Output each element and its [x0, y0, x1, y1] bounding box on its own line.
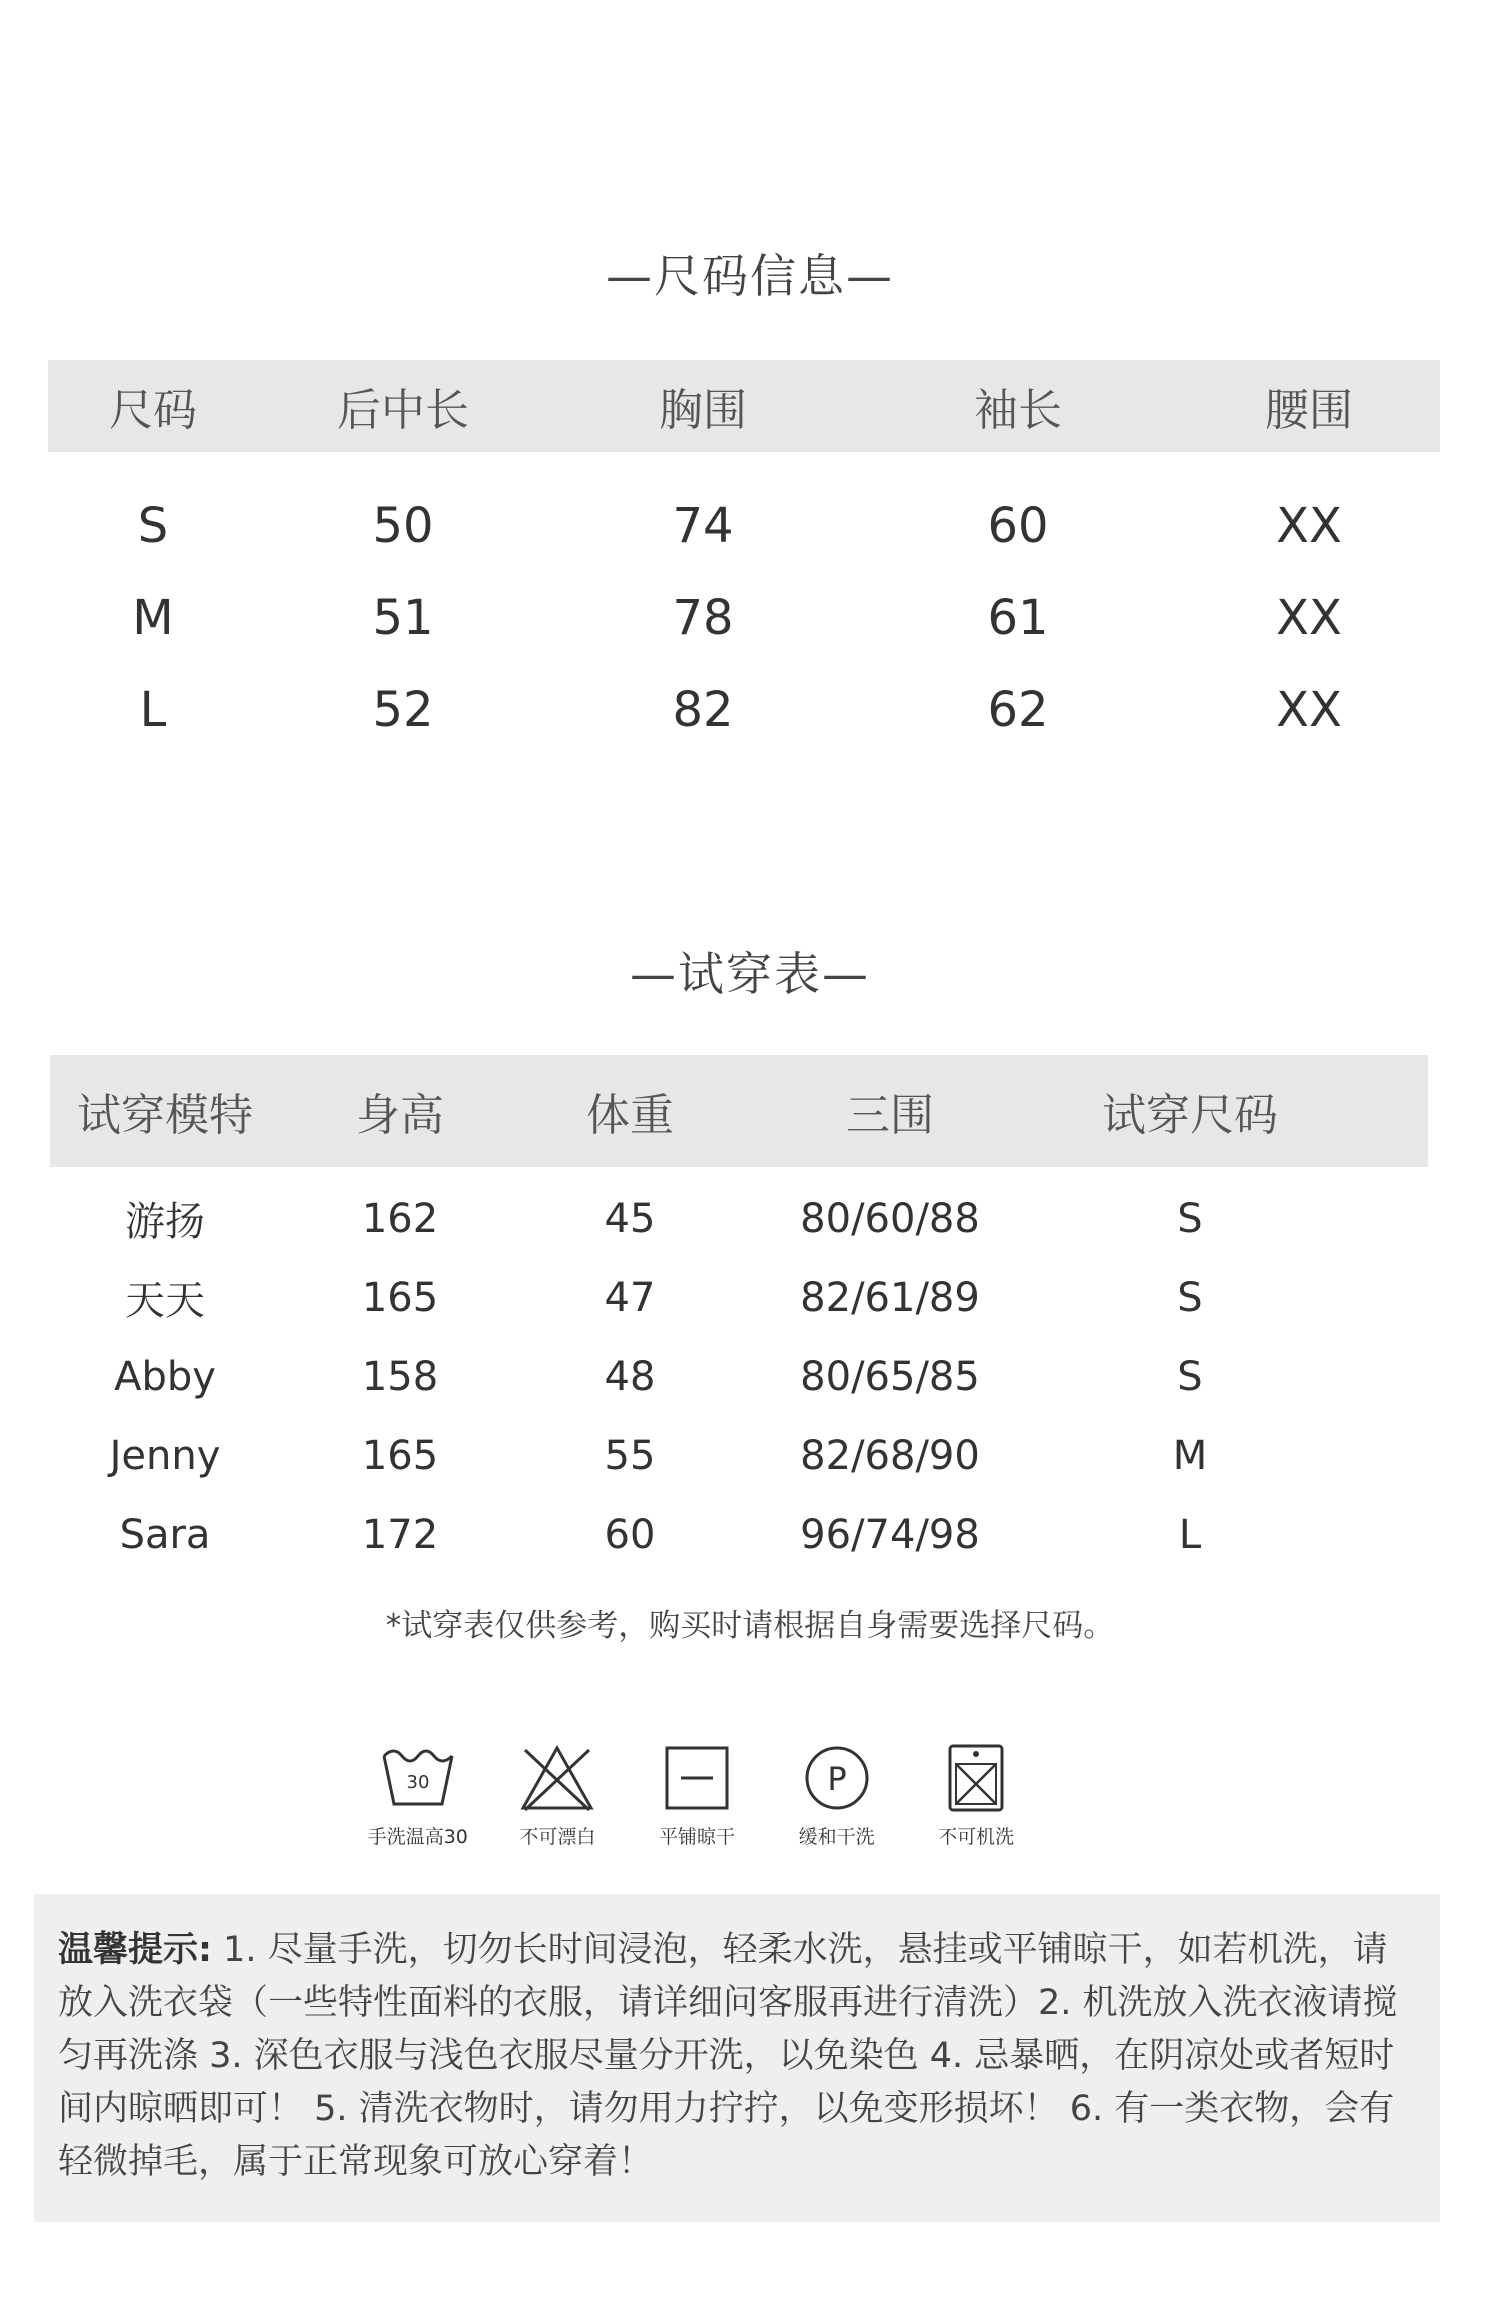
tried-size-cell: M	[1172, 1432, 1208, 1479]
height-cell: 172	[361, 1511, 439, 1558]
measurements-cell: 80/65/85	[800, 1353, 980, 1400]
size-table-header	[48, 360, 1440, 452]
waist-cell: XX	[1276, 590, 1342, 646]
header-waist: 腰围	[1265, 385, 1353, 436]
care-label: 手洗温高30	[367, 1826, 468, 1848]
tips-text: 1. 尽量手洗，切勿长时间浸泡，轻柔水洗，悬挂或平铺晾干，如若机洗，请放入洗衣袋（一些特性面料的衣服，请详细问客服再进行清洗）2. 机洗放入洗衣液请搅匀再洗涤 3. 深色衣服与浅色衣服尽量分开洗，以免染色 4. 忌暴晒，在阴凉处或者短时间内晾晒即可！ 5. 清洗衣物时，请勿用力拧拧，以免变形损坏！ 6. 有一类衣物，会有轻微掉毛，属于正常现象可放心穿着！	[58, 1930, 1398, 2182]
height-cell: 165	[361, 1432, 439, 1479]
waist-cell: XX	[1276, 498, 1342, 554]
table-row	[50, 1337, 1428, 1416]
size-table	[48, 360, 1440, 756]
tried-size-cell: L	[1178, 1511, 1202, 1558]
care-item	[358, 1742, 478, 1849]
size-cell: L	[139, 682, 167, 738]
model-section-title: —试穿表—	[630, 947, 870, 1001]
sleeve-cell: 60	[987, 498, 1049, 554]
table-row	[50, 1416, 1428, 1495]
table-row	[48, 664, 1440, 756]
model-table	[50, 1055, 1428, 1574]
waist-cell: XX	[1276, 682, 1342, 738]
chest-cell: 74	[672, 498, 734, 554]
header-sleeve: 袖长	[974, 385, 1062, 436]
care-label: 不可机洗	[938, 1826, 1015, 1848]
back-length-cell: 52	[372, 682, 434, 738]
header-size: 尺码	[109, 385, 197, 436]
measurements-cell: 96/74/98	[800, 1511, 980, 1558]
dry-clean-p-icon	[797, 1742, 877, 1814]
sleeve-cell: 62	[987, 682, 1049, 738]
weight-cell: 45	[604, 1195, 656, 1242]
flat-dry-icon	[657, 1742, 737, 1814]
care-item	[637, 1742, 757, 1849]
model-name-cell: Jenny	[109, 1432, 221, 1479]
back-length-cell: 51	[372, 590, 434, 646]
care-tips-box	[34, 1894, 1440, 2222]
table-row	[48, 572, 1440, 664]
size-cell: M	[132, 590, 174, 646]
weight-cell: 55	[604, 1432, 656, 1479]
care-item	[497, 1742, 617, 1849]
header-weight: 体重	[586, 1090, 674, 1141]
weight-cell: 60	[604, 1511, 656, 1558]
chest-cell: 82	[672, 682, 734, 738]
size-section-title: —尺码信息—	[606, 249, 894, 303]
care-label: 不可漂白	[519, 1826, 596, 1848]
tried-size-cell: S	[1177, 1274, 1203, 1321]
height-cell: 162	[361, 1195, 439, 1242]
measurements-cell: 80/60/88	[800, 1195, 980, 1242]
no-bleach-icon	[517, 1742, 597, 1814]
header-height: 身高	[356, 1090, 444, 1141]
care-item	[777, 1742, 897, 1849]
model-name-cell: Sara	[119, 1511, 211, 1558]
measurements-cell: 82/61/89	[800, 1274, 980, 1321]
care-icons-panel	[348, 1720, 1046, 1870]
model-name-cell: 天天	[125, 1278, 205, 1324]
care-item	[916, 1742, 1036, 1849]
tried-size-cell: S	[1177, 1353, 1203, 1400]
size-cell: S	[137, 498, 169, 554]
chest-cell: 78	[672, 590, 734, 646]
measurements-cell: 82/68/90	[800, 1432, 980, 1479]
table-row	[50, 1179, 1428, 1258]
tried-size-cell: S	[1177, 1195, 1203, 1242]
model-table-header	[50, 1055, 1428, 1167]
weight-cell: 48	[604, 1353, 656, 1400]
back-length-cell: 50	[372, 498, 434, 554]
header-tried-size: 试穿尺码	[1102, 1090, 1278, 1141]
header-model: 试穿模特	[77, 1090, 253, 1141]
wash-temp-label: 30	[406, 1772, 430, 1793]
header-measurements: 三围	[846, 1090, 934, 1141]
height-cell: 158	[361, 1353, 439, 1400]
hand-wash-30-icon	[378, 1742, 458, 1814]
care-label: 缓和干洗	[798, 1826, 875, 1848]
table-row	[48, 480, 1440, 572]
table-row	[50, 1495, 1428, 1574]
header-chest: 胸围	[659, 385, 747, 436]
sleeve-cell: 61	[987, 590, 1049, 646]
care-label: 平铺晾干	[658, 1826, 735, 1848]
try-on-note: *试穿表仅供参考，购买时请根据自身需要选择尺码。	[385, 1608, 1115, 1644]
height-cell: 165	[361, 1274, 439, 1321]
dry-clean-letter: P	[826, 1760, 847, 1798]
table-row	[50, 1258, 1428, 1337]
tips-label: 温馨提示:	[58, 1930, 212, 1970]
weight-cell: 47	[604, 1274, 656, 1321]
model-name-cell: 游扬	[125, 1199, 205, 1245]
header-back-length: 后中长	[337, 385, 469, 436]
model-name-cell: Abby	[114, 1353, 216, 1400]
no-machine-wash-icon	[936, 1742, 1016, 1814]
